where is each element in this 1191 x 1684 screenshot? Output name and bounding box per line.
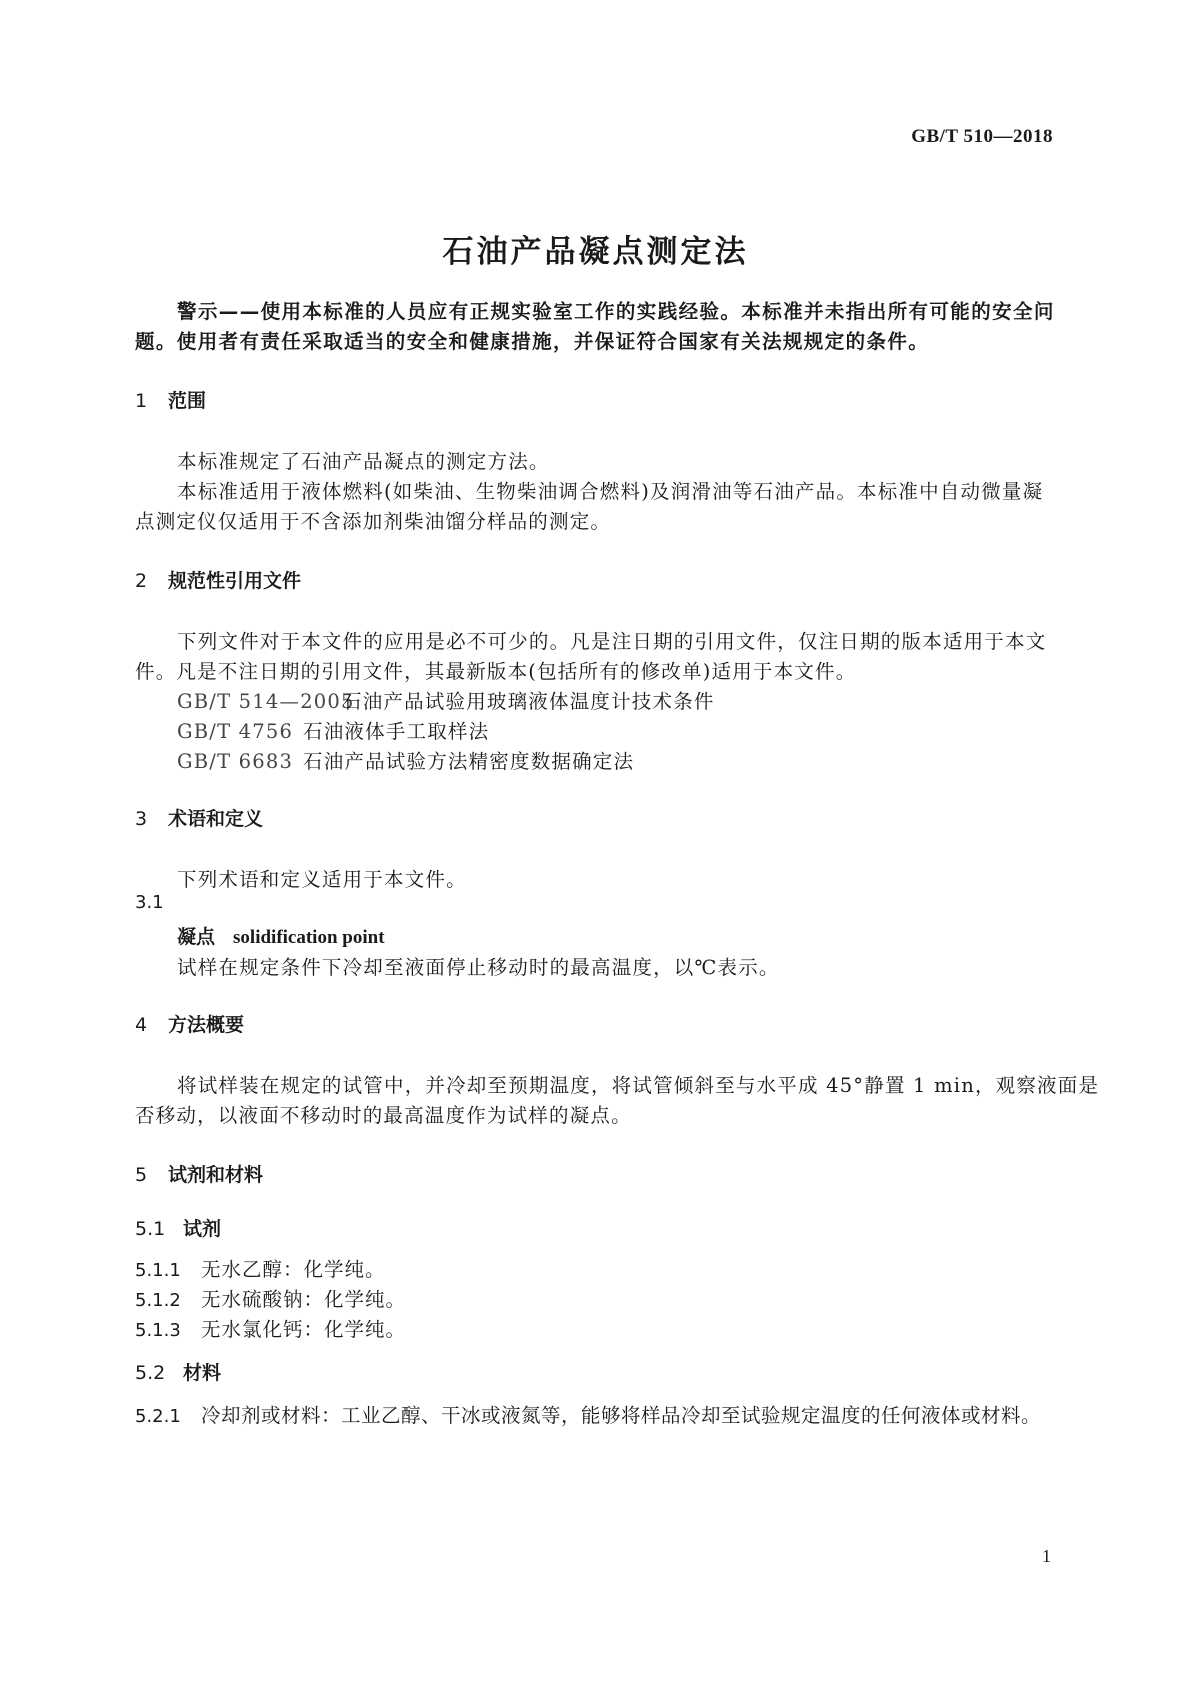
section-number: 2 xyxy=(135,570,148,592)
subsection-title: 材料 xyxy=(183,1362,222,1384)
item-text: 无水硫酸钠：化学纯。 xyxy=(201,1288,407,1311)
section-title: 试剂和材料 xyxy=(168,1164,264,1186)
item-number: 5.2.1 xyxy=(135,1406,181,1427)
item-number: 5.1.2 xyxy=(135,1290,181,1311)
reference-item xyxy=(177,716,489,744)
section-3-paragraph: 下列术语和定义适用于本文件。 xyxy=(177,868,467,891)
section-4-heading xyxy=(135,1010,244,1037)
page-number: 1 xyxy=(1042,1546,1051,1566)
standard-number: GB/T 510—2018 xyxy=(911,126,1053,147)
material-item xyxy=(135,1400,1041,1428)
subsection-number: 5.1 xyxy=(135,1218,166,1240)
section-4-paragraph-line-2: 否移动，以液面不移动时的最高温度作为试样的凝点。 xyxy=(135,1104,632,1127)
section-2-paragraph-line-2: 件。凡是不注日期的引用文件，其最新版本(包括所有的修改单)适用于本文件。 xyxy=(135,660,857,683)
reference-item xyxy=(177,746,634,774)
section-number: 4 xyxy=(135,1014,148,1036)
section-1-paragraph-2-line-2: 点测定仪仅适用于不含添加剂柴油馏分样品的测定。 xyxy=(135,510,612,533)
reagent-item xyxy=(135,1314,406,1342)
item-text: 无水乙醇：化学纯。 xyxy=(201,1258,386,1281)
term-definition: 试样在规定条件下冷却至液面停止移动时的最高温度，以℃表示。 xyxy=(177,956,780,979)
term-chinese: 凝点 xyxy=(177,926,216,948)
page-title: 石油产品凝点测定法 xyxy=(442,234,749,270)
reference-name: 石油产品试验方法精密度数据确定法 xyxy=(303,750,635,773)
section-number: 5 xyxy=(135,1164,148,1186)
section-number: 3 xyxy=(135,808,148,830)
reagent-item xyxy=(135,1254,386,1282)
term-heading xyxy=(177,922,385,949)
section-2-paragraph-line-1: 下列文件对于本文件的应用是必不可少的。凡是注日期的引用文件，仅注日期的版本适用于本文 xyxy=(177,630,1047,653)
reference-code: GB/T 514—2005 xyxy=(177,690,355,713)
section-4-paragraph-line-1: 将试样装在规定的试管中，并冷却至预期温度，将试管倾斜至与水平成 45°静置 1 min，观察液面是 xyxy=(177,1074,1100,1097)
subsection-5-2-heading xyxy=(135,1358,221,1385)
section-number: 1 xyxy=(135,390,148,412)
section-5-heading xyxy=(135,1160,263,1187)
term-english: solidification point xyxy=(233,927,385,948)
section-1-heading xyxy=(135,386,206,413)
reference-name: 石油液体手工取样法 xyxy=(303,720,490,743)
section-2-heading xyxy=(135,566,301,593)
subsection-number: 5.2 xyxy=(135,1362,166,1384)
warning-line-2: 题。使用者有责任采取适当的安全和健康措施，并保证符合国家有关法规规定的条件。 xyxy=(135,330,930,353)
item-number: 5.1.3 xyxy=(135,1320,181,1341)
section-1-paragraph-1: 本标准规定了石油产品凝点的测定方法。 xyxy=(177,450,550,473)
section-title: 方法概要 xyxy=(168,1014,245,1036)
section-title: 术语和定义 xyxy=(168,808,264,830)
reagent-item xyxy=(135,1284,406,1312)
reference-name: 石油产品试验用玻璃液体温度计技术条件 xyxy=(342,690,715,713)
section-title: 范围 xyxy=(168,390,207,412)
item-number: 5.1.1 xyxy=(135,1260,181,1281)
subsection-5-1-heading xyxy=(135,1214,221,1241)
item-text: 无水氯化钙：化学纯。 xyxy=(201,1318,407,1341)
reference-item xyxy=(177,686,715,714)
term-number: 3.1 xyxy=(135,892,164,913)
item-text: 冷却剂或材料：工业乙醇、干冰或液氮等，能够将样品冷却至试验规定温度的任何液体或材料。 xyxy=(201,1404,1042,1427)
subsection-title: 试剂 xyxy=(183,1218,222,1240)
reference-code: GB/T 6683 xyxy=(177,750,294,773)
section-3-heading xyxy=(135,804,263,831)
warning-line-1: 警示——使用本标准的人员应有正规实验室工作的实践经验。本标准并未指出所有可能的安全问 xyxy=(177,300,1055,323)
section-title: 规范性引用文件 xyxy=(168,570,302,592)
reference-code: GB/T 4756 xyxy=(177,720,294,743)
section-1-paragraph-2-line-1: 本标准适用于液体燃料(如柴油、生物柴油调合燃料)及润滑油等石油产品。本标准中自动微量凝 xyxy=(177,480,1044,503)
